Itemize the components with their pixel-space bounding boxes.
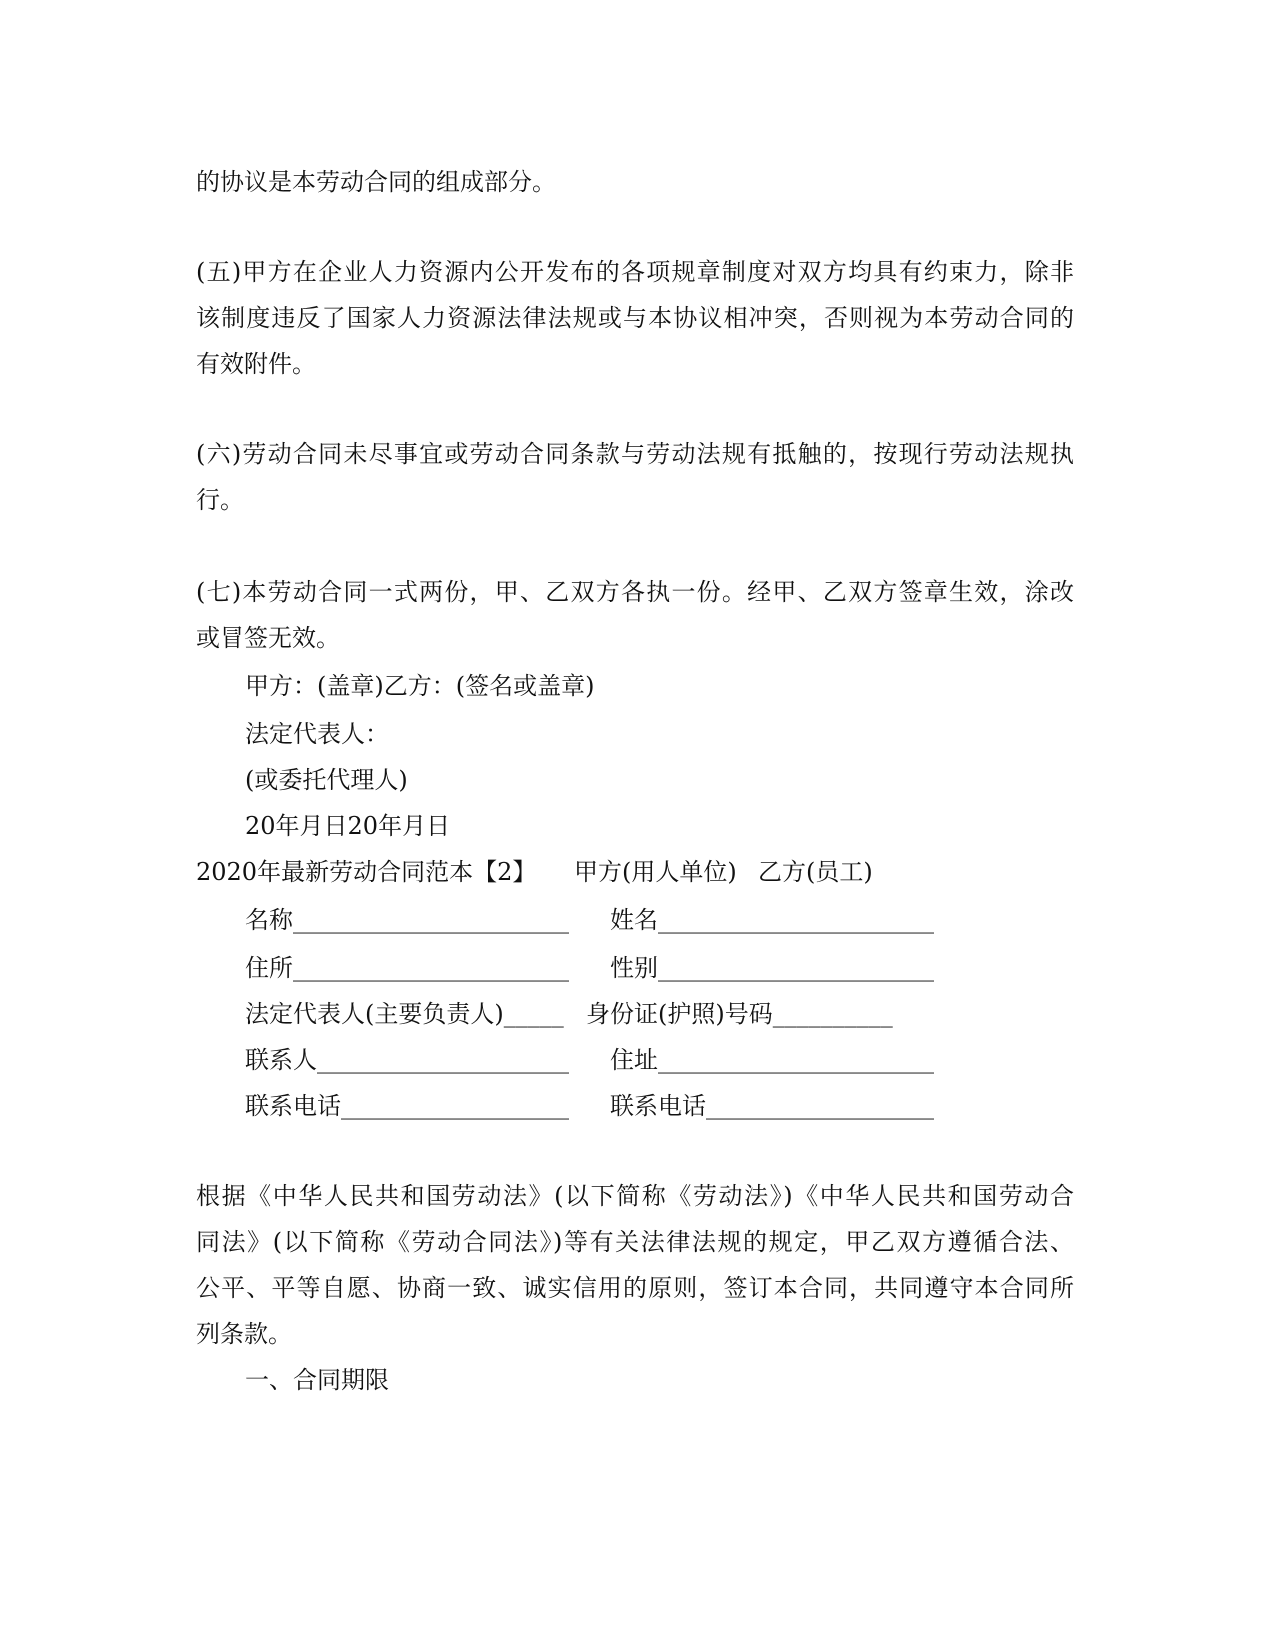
- signature-legal-rep: 法定代表人：: [245, 720, 389, 748]
- preamble-line-1: 根据《中华人民共和国劳动法》(以下简称《劳动法》)《中华人民共和国劳动合: [196, 1182, 1074, 1210]
- paragraph-line: 的协议是本劳动合同的组成部分。: [196, 168, 556, 196]
- preamble-line-4: 列条款。: [196, 1320, 292, 1348]
- form-field-legal-rep: 法定代表人(主要负责人)_____: [245, 1000, 564, 1028]
- signature-agent: (或委托代理人): [245, 766, 408, 794]
- party-a-header: 甲方(用人单位): [574, 858, 737, 886]
- preamble-line-3: 公平、平等自愿、协商一致、诚实信用的原则，签订本合同，共同遵守本合同所: [196, 1274, 1074, 1302]
- clause-5-line-1: (五)甲方在企业人力资源内公开发布的各项规章制度对双方均具有约束力，除非: [196, 258, 1074, 286]
- form-field-gender: 性别_______________________: [610, 954, 934, 982]
- signature-dates: 20年月日20年月日: [245, 812, 451, 840]
- party-b-header: 乙方(员工): [758, 858, 873, 886]
- form-field-id-number: 身份证(护照)号码__________: [586, 1000, 893, 1028]
- form-field-full-name: 姓名_______________________: [610, 906, 934, 934]
- form-field-phone-a: 联系电话___________________: [245, 1092, 569, 1120]
- clause-6-line-1: (六)劳动合同未尽事宜或劳动合同条款与劳动法规有抵触的，按现行劳动法规执: [196, 440, 1074, 468]
- form-field-name: 名称_______________________: [245, 906, 569, 934]
- clause-5-line-2: 该制度违反了国家人力资源法律法规或与本协议相冲突，否则视为本劳动合同的: [196, 304, 1074, 332]
- clause-5-line-3: 有效附件。: [196, 350, 316, 378]
- clause-7-line-1: (七)本劳动合同一式两份，甲、乙双方各执一份。经甲、乙双方签章生效，涂改: [196, 578, 1074, 606]
- contract-heading-2: 2020年最新劳动合同范本【2】: [196, 858, 537, 886]
- section-heading-term: 一、合同期限: [245, 1366, 389, 1394]
- signature-parties: 甲方：(盖章)乙方：(签名或盖章): [245, 672, 595, 700]
- clause-6-line-2: 行。: [196, 486, 244, 514]
- form-field-residence: 住所_______________________: [245, 954, 569, 982]
- preamble-line-2: 同法》(以下简称《劳动合同法》)等有关法律法规的规定，甲乙双方遵循合法、: [196, 1228, 1074, 1256]
- form-field-phone-b: 联系电话___________________: [610, 1092, 934, 1120]
- form-field-address: 住址_______________________: [610, 1046, 934, 1074]
- clause-7-line-2: 或冒签无效。: [196, 624, 340, 652]
- form-field-contact: 联系人_____________________: [245, 1046, 569, 1074]
